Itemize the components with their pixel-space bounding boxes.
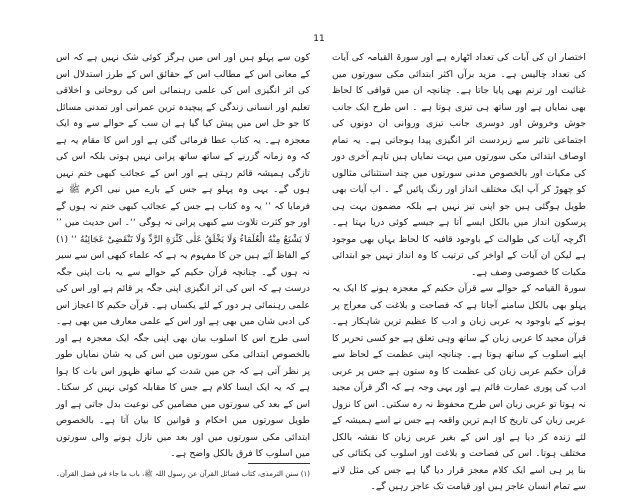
right-text-column <box>332 50 586 492</box>
right-column-paragraph-2: سورۃ القیامہ کے حوالے سے قرآن حکیم کے معجزہ ہونے کا ایک یہ پہلو بھی بالکل سامنے آجاتا ہے کہ فصاحت و بلاغت کی معراج پر ہونے کے باوجود یہ عربی زبان و ادب کا عظیم ترین شاہکار ہے۔ قرآن مجید کا عربی زبان کے ساتھ وہی تعلق ہے جو کسی تحریر کا اپنے اسلوب کے ساتھ ہوتا ہے۔ چنانچہ اپنی عظمت کے لحاظ سے قرآن حکیم عربی زبان کی عظمت کا وہ ستون ہے جس پر عربی ادب کی پوری عمارت قائم ہے اور یہی وجہ ہے کہ اگر قرآن مجید نہ ہوتا تو عربی زبان اس طرح محفوظ نہ رہ سکتی۔ اس کا نزول عربی زبان کی تاریخ کا اہم ترین واقعہ ہے جس نے اسے ہمیشہ کے لئے زندہ کر دیا ہے اور اس کے بغیر عربی زبان کا نقشہ بالکل مختلف ہوتا۔ اس کی فصاحت و بلاغت اور اسلوب کی یکتائی کی بنا پر ہی اسے ایک کلام معجز قرار دیا گیا ہے جس کی مثل لانے سے تمام انسان عاجز ہیں اور قیامت تک عاجز رہیں گے۔ <box>332 283 586 492</box>
page-number: 11 <box>313 34 325 44</box>
footnote-divider <box>248 463 310 464</box>
footnote: (۱) سنن الترمذی، کتاب فضائل القرآن عن رسول اللہ ﷺ، باب ما جاء فی فضل القرآن۔ <box>55 470 310 478</box>
left-text-column <box>56 50 310 460</box>
left-column-paragraph-1: کون سے پہلو ہیں اور اس میں ہرگز کوئی شک نہیں ہے کہ اس کے معانی اس کے مطالب اس کے حقائق اس کے طرز استدلال اس کی اثر انگیزی اس کی علمی رہنمائی اس کی روحانی و اخلاقی تعلیم اور انسانی زندگی کے پیچیدہ ترین عمرانی اور تمدنی مسائل کا جو حل اس میں پیش کیا گیا ہے ان سب کے حوالے سے وہ ایک معجزہ ہے۔ یہ کتاب عطا فرمائی گئی ہے اور اس کا مقام یہ ہے کہ وہ زمانہ گزرنے کے ساتھ ساتھ پرانی نہیں ہوتی بلکہ اس کی تازگی ہمیشہ قائم رہتی ہے اور اس کے عجائب کبھی ختم نہیں ہوں گے۔ یہی وہ پہلو ہے جس کے بارے میں نبی اکرم ﷺ نے فرمایا کہ ’’ یہ وہ کتاب ہے جس کے عجائب کبھی ختم نہ ہوں گے اور جو کثرت تلاوت سے کبھی پرانی نہ ہوگی ‘‘۔ اس حدیث میں ’’ لَا یَشْبَعُ مِنْهُ الْعُلَمَاءُ وَلَا یَخْلَقُ عَلٰی کَثْرَةِ الرَّدِّ وَلَا تَنْقَضِیْ عَجَائِبُهُ ‘‘ (۱) کے الفاظ آئے ہیں جن کا مفہوم یہ ہے کہ علماء کبھی اس سے سیر نہ ہوں گے۔ چنانچہ قرآن حکیم کے حوالے سے یہ بات اپنی جگہ درست ہے کہ اس کی اثر انگیزی اپنی جگہ پر قائم ہے اور اس کی علمی رہنمائی ہر دور کے لئے یکساں ہے۔ قرآن حکیم کا اعجاز اس کی ادبی شان میں بھی ہے اور اس کے علمی معارف میں بھی ہے۔ اسی طرح اس کا اسلوب بیان بھی اپنی جگہ ایک معجزہ ہے اور بالخصوص ابتدائی مکی سورتوں میں اس کی یہ شان نمایاں طور پر نظر آتی ہے کہ جن میں شدت کے ساتھ ظہور اس بات کا ہوا ہے کہ یہ ایک ایسا کلام ہے جس کا مقابلہ کوئی نہیں کر سکتا۔ اس کے بعد کی سورتوں میں مضامین کی نوعیت بدل جاتی ہے اور طویل سورتوں میں احکام و قوانین کا بیان آتا ہے۔ بالخصوص ابتدائی مکی سورتوں میں اور بعد میں نازل ہونے والی سورتوں میں اسلوب کا فرق بالکل واضح ہے۔ <box>56 52 310 459</box>
right-column-paragraph-1: اختصار ان کی آیات کی تعداد اٹھارہ ہے اور سورۃ القیامہ کی آیات کی تعداد چالیس ہے۔ مزید برآں اکثر ابتدائی مکی سورتوں میں غنائیت اور ترنم بھی پایا جاتا ہے۔ چنانچہ ان میں قوافی کا لحاظ بھی نمایاں ہے اور ساتھ ہی تیزی ہوتا ہے ۔ اس طرح ایک جانب جوش وخروش اور دوسری جانب تیزی وروانی ان دونوں کی اجتماعی تاثیر سے زبردست اثر انگیزی پیدا ہوجاتی ہے۔ یہ تمام اوصاف ابتدائی مکی سورتوں میں بہت نمایاں ہیں تاہم آخری دور کی مکیات اور بالخصوص مدنی سورتوں میں چند استثنائی مثالوں کو چھوڑ کر آپ ایک مختلف انداز اور رنگ پائیں گے ۔ اب آیات بھی طویل ہوگئی ہیں جو اپنی تیز نہیں ہے بلکہ مضمون بہت ہی پرسکون انداز میں بالکل ایسے آتا ہے جیسے کوئی دریا بہتا ہے۔ اگرچہ آیات کی طوالت کے باوجود قافیہ کا لحاظ یہاں بھی موجود ہے لیکن ان آیات کے اواخر کی ترتیب کا وہ انداز نہیں جو ابتدائی مکیات کا خصوصی وصف ہے۔ <box>332 52 586 278</box>
